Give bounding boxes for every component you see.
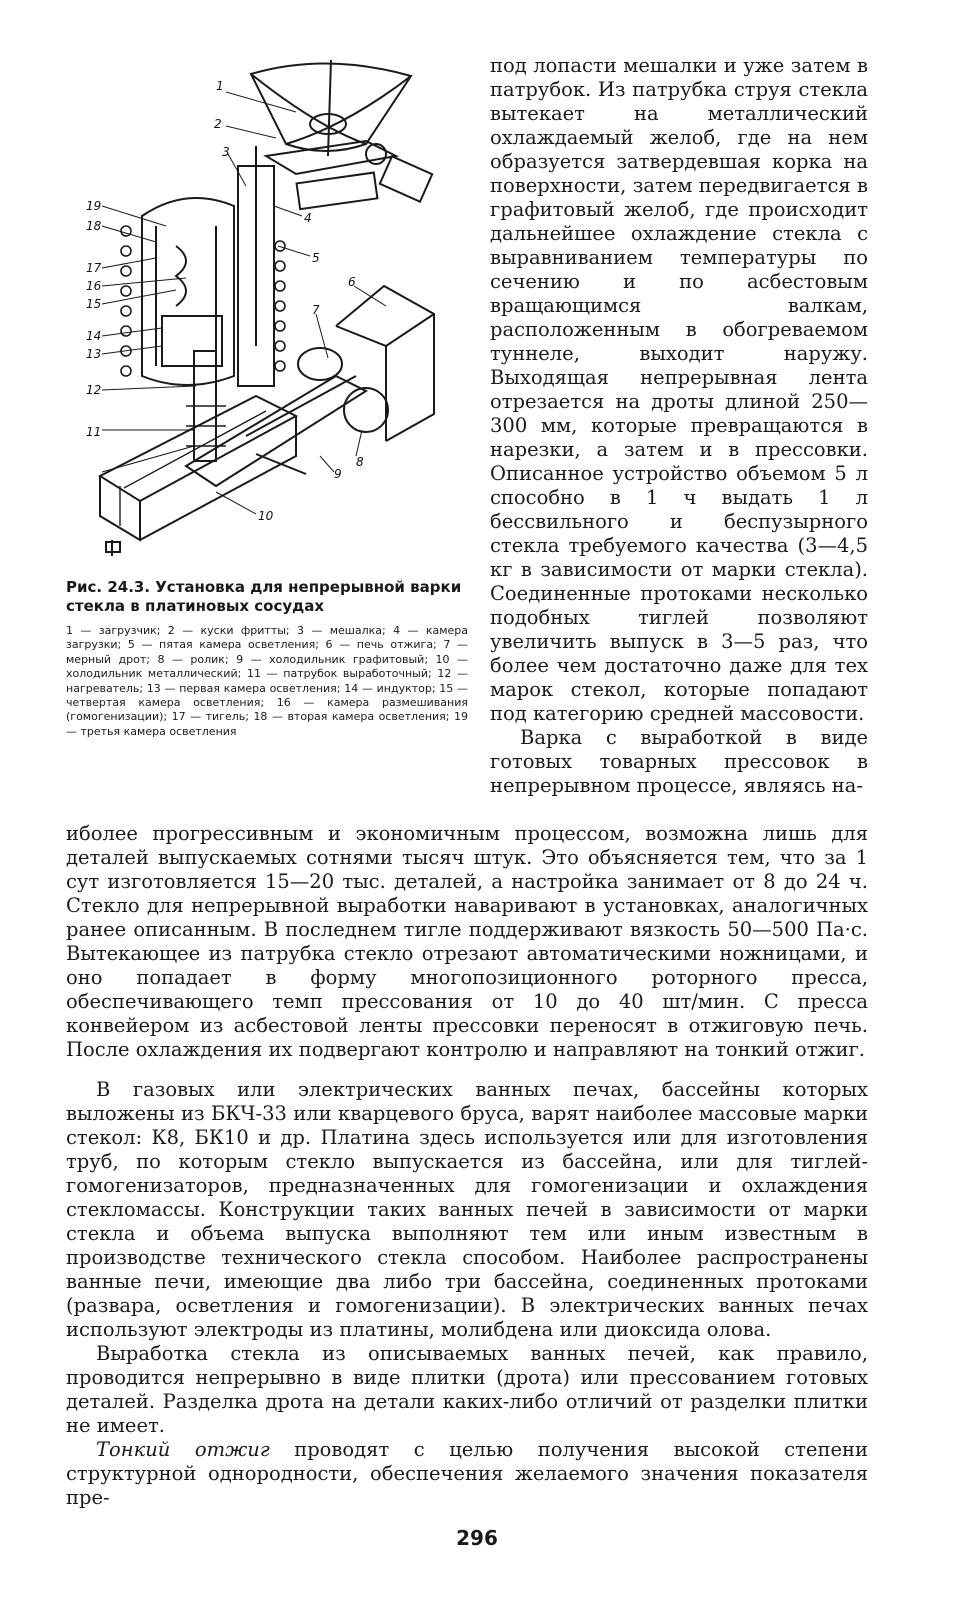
figure-label-15: 15	[86, 297, 102, 311]
figure-label-14: 14	[86, 329, 102, 343]
paragraph-2-rest: иболее прогрессивным и экономичным процессом, возможна лишь для деталей выпускаемых сотнями тысяч штук. Это объясняется тем, что за 1 сут изготовляется 15—20 тыс. деталей, а настройка занимает от 8 до 24 ч. Стекло для непрерывной выработки наваривают в установках, аналогичных ранее описанным. В последнем тигле поддерживают вязкость 50—500 Па·с. Вытекающее из патрубка стекло отрезают автоматическими ножницами, и оно попадает в форму многопозиционного роторного пресса, обеспечивающего темп прессования от 10 до 40 шт/мин. С пресса конвейером из асбестовой ленты прессовки переносят в отжиговую печь. После охлаждения их подвергают контролю и направляют на тонкий отжиг.	[66, 822, 868, 1061]
apparatus-figure	[66, 46, 468, 576]
paragraph-4: Выработка стекла из описываемых ванных печей, как правило, проводится непрерывно в виде плитки (дрота) или прессованием готовых деталей. Разделка дрота на детали каких-либо отличий от разделки плитки не имеет.	[66, 1342, 868, 1437]
figure-label-3: 3	[222, 145, 230, 159]
paragraph-2-start: Варка с выработкой в виде готовых товарных прессовок в непрерывном процессе, являясь на-	[490, 726, 868, 797]
figure-label-17: 17	[86, 261, 102, 275]
figure-label-19: 19	[86, 199, 102, 213]
apparatus-drawing	[66, 46, 468, 576]
figure-label-2: 2	[214, 117, 222, 131]
figure-label-4: 4	[304, 211, 312, 225]
figure-label-16: 16	[86, 279, 102, 293]
paragraph-3: В газовых или электрических ванных печах, бассейны которых выложены из БКЧ-33 или кварцевого бруса, варят наиболее массовые марки стекол: К8, БК10 и др. Платина здесь используется или для изготовления труб, по которым стекло выпускается из бассейна, или для тиглей-гомогенизаторов, предназначенных для гомогенизации и охлаждения стекломассы. Конструкции таких ванных печей в зависимости от марки стекла и объема выпуска выполняют тем или иным известным в производстве технического стекла способом. Наиболее распространены ванные печи, имеющие два либо три бассейна, соединенных протоками (развара, осветления и гомогенизации). В электрических ванных печах используют электроды из платины, молибдена или диоксида олова.	[66, 1078, 868, 1341]
figure-label-10: 10	[258, 509, 274, 523]
page-number: 296	[456, 1526, 498, 1550]
right-column	[490, 54, 868, 798]
figure-label-1: 1	[216, 79, 224, 93]
figure-label-5: 5	[312, 251, 320, 265]
figure-legend: 1 — загрузчик; 2 — куски фритты; 3 — мешалка; 4 — камера загрузки; 5 — пятая камера осветления; 6 — печь отжига; 7 — мерный дрот; 8 — ролик; 9 — холодильник графитовый; 10 — холодильник металлический; 11 — патрубок выработочный; 12 — нагреватель; 13 — первая камера осветления; 14 — индуктор; 15 — четвертая камера осветления; 16 — камера размешивания (гомогенизации); 17 — тигель; 18 — вторая камера осветления; 19 — третья камера осветления	[66, 624, 468, 738]
figure-label-11: 11	[86, 425, 102, 439]
figure-label-13: 13	[86, 347, 102, 361]
figure-label-8: 8	[356, 455, 364, 469]
figure-label-12: 12	[86, 383, 102, 397]
figure-label-7: 7	[312, 303, 320, 317]
figure-label-9: 9	[334, 467, 342, 481]
paragraph-5-text: проводят с целью получения высокой степени структурной однородности, обеспечения желаемого значения показателя пре-	[66, 1438, 868, 1509]
figure-label-18: 18	[86, 219, 102, 233]
paragraph-continued: под лопасти мешалки и уже затем в патрубок. Из патрубка струя стекла вытекает на металлический охлаждаемый желоб, где на нем образуется затвердевшая корка на поверхности, затем передвигается в графитовый желоб, где происходит дальнейшее охлаждение стекла с выравниванием температуры по сечению и по асбестовым вращающимся валкам, расположенным в обогреваемом туннеле, выходит наружу. Выходящая непрерывная лента отрезается на дроты длиной 250—300 мм, которые превращаются в нарезки, а затем и в прессовки. Описанное устройство объемом 5 л способно в 1 ч выдать 1 л бессвильного и беспузырного стекла требуемого качества (3—4,5 кг в зависимости от марки стекла). Соединенные протоками несколько подобных тиглей позволяют увеличить выпуск в 3—5 раз, что более чем достаточно даже для тех марок стекол, которые попадают под категорию средней массовости.	[490, 54, 868, 725]
italic-term: Тонкий отжиг	[96, 1438, 270, 1461]
figure-label-6: 6	[348, 275, 356, 289]
paragraph-5	[66, 1438, 868, 1510]
figure-caption-title: Рис. 24.3. Установка для непрерывной варки стекла в платиновых сосудах	[66, 578, 462, 615]
